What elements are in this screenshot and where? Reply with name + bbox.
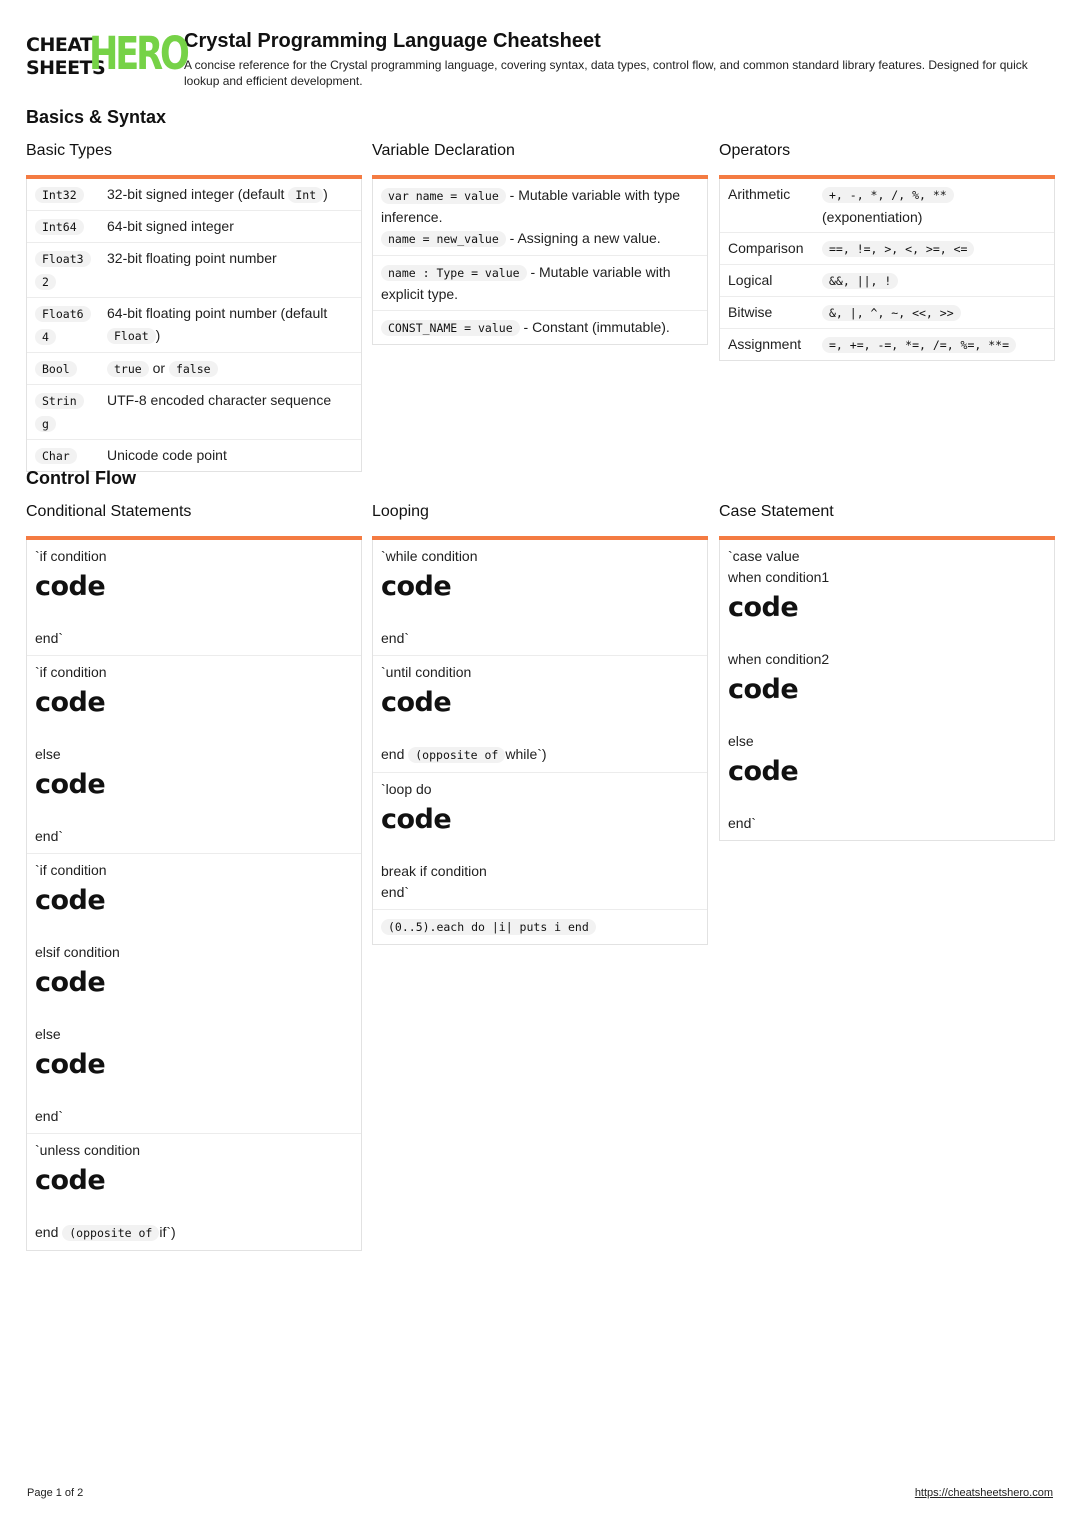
code-placeholder: code xyxy=(35,885,106,916)
code-block xyxy=(27,656,361,854)
type-name: Int64 xyxy=(35,219,84,235)
code-line: else xyxy=(728,733,754,749)
type-description: 32-bit floating point number xyxy=(107,250,277,266)
type-description: UTF-8 encoded character sequence xyxy=(107,392,332,408)
code-placeholder: code xyxy=(381,687,452,718)
code-placeholder: code xyxy=(381,571,452,602)
code-block xyxy=(373,773,707,910)
inline-code: Float xyxy=(107,328,156,344)
inline-code: false xyxy=(169,361,218,377)
code-line-text: end xyxy=(35,1224,59,1240)
code-line: end` xyxy=(381,884,410,900)
code-placeholder: code xyxy=(728,674,799,705)
code-placeholder: code xyxy=(728,756,799,787)
code-line: end` xyxy=(35,630,64,646)
code-line: elsif condition xyxy=(35,944,120,960)
type-name: Strin xyxy=(35,393,84,409)
page-header xyxy=(26,27,1056,89)
code-block xyxy=(720,540,1054,840)
text-tail: while`) xyxy=(505,746,547,762)
inline-code: (0..5).each do |i| puts i end xyxy=(381,919,596,935)
code-block xyxy=(373,910,707,944)
inline-code: &&, ||, ! xyxy=(822,273,898,289)
code-line: when condition1 xyxy=(728,569,830,585)
operator-category: Bitwise xyxy=(728,304,773,320)
code-line: `if condition xyxy=(35,548,107,564)
operator-category: Arithmetic xyxy=(728,186,791,202)
table-row xyxy=(27,179,361,211)
type-name: Bool xyxy=(35,361,77,377)
code-placeholder: code xyxy=(35,571,106,602)
inline-code: (opposite of xyxy=(408,747,505,763)
item-text: - Assigning a new value. xyxy=(505,230,661,246)
table-row xyxy=(27,211,361,243)
code-line xyxy=(381,744,699,766)
logo-text-hero: HERO xyxy=(89,27,187,80)
card-body xyxy=(719,540,1055,841)
card-variable-declaration xyxy=(372,142,708,345)
code-line: break if condition xyxy=(381,863,487,879)
operator-category: Comparison xyxy=(728,240,804,256)
card-body xyxy=(26,179,362,472)
card-case-statement xyxy=(719,503,1055,841)
section-title-basics: Basics & Syntax xyxy=(26,107,167,127)
code-line: `unless condition xyxy=(35,1142,141,1158)
inline-code: (opposite of xyxy=(62,1225,159,1241)
inline-code: CONST_NAME = value xyxy=(381,320,520,336)
code-block xyxy=(27,1134,361,1250)
cheatsheetshero-logo[interactable] xyxy=(26,27,187,80)
item-text: - Mutable variable with explicit type. xyxy=(381,264,671,302)
inline-code: ==, !=, >, <, >=, <= xyxy=(822,241,974,257)
table-row xyxy=(27,353,361,385)
card-title: Case Statement xyxy=(719,503,834,520)
table-row xyxy=(720,265,1054,297)
text-tail: if`) xyxy=(159,1224,176,1240)
code-line-text: end xyxy=(381,746,405,762)
table-row xyxy=(720,233,1054,265)
card-basic-types xyxy=(26,142,362,472)
inline-code: +, -, *, /, %, ** xyxy=(822,187,954,203)
type-name-wrap: 4 xyxy=(35,329,56,345)
type-name: Float3 xyxy=(35,251,91,267)
page-description: A concise reference for the Crystal programming language, covering syntax, data types, control flow, and common standard library features. Designed for quick lookup and efficient development. xyxy=(184,58,1028,88)
footer-link[interactable]: https://cheatsheetshero.com xyxy=(914,1487,1053,1499)
page-number: Page 1 of 2 xyxy=(27,1487,84,1499)
inline-code: var name = value xyxy=(381,188,506,204)
inline-code: true xyxy=(107,361,149,377)
code-line: when condition2 xyxy=(728,651,830,667)
text-mid: or xyxy=(148,360,169,376)
card-title: Variable Declaration xyxy=(372,142,515,159)
code-placeholder: code xyxy=(35,1049,106,1080)
code-placeholder: code xyxy=(728,592,799,623)
list-item xyxy=(373,256,707,311)
code-line: `case value xyxy=(728,548,800,564)
code-line: else xyxy=(35,746,61,762)
inline-code: =, +=, -=, *=, /=, %=, **= xyxy=(822,337,1016,353)
card-title: Basic Types xyxy=(26,142,112,159)
code-line: `loop do xyxy=(381,781,432,797)
card-body xyxy=(26,540,362,1251)
operator-category: Logical xyxy=(728,272,773,288)
code-line: end` xyxy=(35,1108,64,1124)
list-item xyxy=(373,179,707,256)
type-description: 64-bit signed integer xyxy=(107,218,234,234)
text-tail: ) xyxy=(155,327,161,343)
code-line: end` xyxy=(381,630,410,646)
code-placeholder: code xyxy=(35,769,106,800)
card-body xyxy=(372,540,708,945)
code-block xyxy=(27,540,361,656)
card-title: Operators xyxy=(719,142,791,159)
code-block xyxy=(373,540,707,656)
inline-code: &, |, ^, ~, <<, >> xyxy=(822,305,961,321)
table-row xyxy=(27,243,361,298)
code-line: end` xyxy=(728,815,757,831)
logo-text-sheets: SHEETS xyxy=(26,57,106,79)
code-placeholder: code xyxy=(35,687,106,718)
text-tail: (exponentiation) xyxy=(822,209,923,225)
type-name-wrap: 2 xyxy=(35,274,56,290)
inline-code: name = new_value xyxy=(381,231,506,247)
title-block xyxy=(184,30,1064,89)
type-description: 64-bit floating point number (default xyxy=(107,305,328,321)
type-name-wrap: g xyxy=(35,416,56,432)
code-line: `while condition xyxy=(381,548,478,564)
card-title: Looping xyxy=(372,503,429,520)
type-name: Char xyxy=(35,448,77,464)
table-row xyxy=(27,440,361,471)
type-name: Float6 xyxy=(35,306,91,322)
page-title: Crystal Programming Language Cheatsheet xyxy=(184,30,601,52)
card-operators xyxy=(719,142,1055,361)
type-description: 32-bit signed integer (default xyxy=(107,186,289,202)
code-line: `until condition xyxy=(381,664,472,680)
inline-code: name : Type = value xyxy=(381,265,527,281)
table-row xyxy=(27,298,361,353)
card-body xyxy=(372,179,708,345)
code-line: end` xyxy=(35,828,64,844)
card-looping xyxy=(372,503,708,945)
table-row xyxy=(27,385,361,440)
code-block xyxy=(373,656,707,773)
operator-category: Assignment xyxy=(728,336,802,352)
inline-code: Int xyxy=(288,187,323,203)
list-item xyxy=(373,311,707,344)
item-text: - Mutable variable with type inference. xyxy=(381,187,681,225)
table-row xyxy=(720,179,1054,233)
text-tail: ) xyxy=(323,186,328,202)
card-title: Conditional Statements xyxy=(26,503,192,520)
table-row xyxy=(720,329,1054,360)
code-line xyxy=(35,1222,353,1244)
code-line: `if condition xyxy=(35,862,107,878)
item-text: - Constant (immutable). xyxy=(519,319,670,335)
code-line: else xyxy=(35,1026,61,1042)
card-conditional-statements xyxy=(26,503,362,1251)
code-placeholder: code xyxy=(35,967,106,998)
card-body xyxy=(719,179,1055,361)
code-block xyxy=(27,854,361,1134)
logo-text-cheat: CHEAT xyxy=(26,34,93,56)
type-name: Int32 xyxy=(35,187,84,203)
code-line: `if condition xyxy=(35,664,107,680)
code-placeholder: code xyxy=(381,804,452,835)
section-title-control-flow: Control Flow xyxy=(26,468,136,488)
type-description: Unicode code point xyxy=(107,447,227,463)
code-placeholder: code xyxy=(35,1165,106,1196)
table-row xyxy=(720,297,1054,329)
